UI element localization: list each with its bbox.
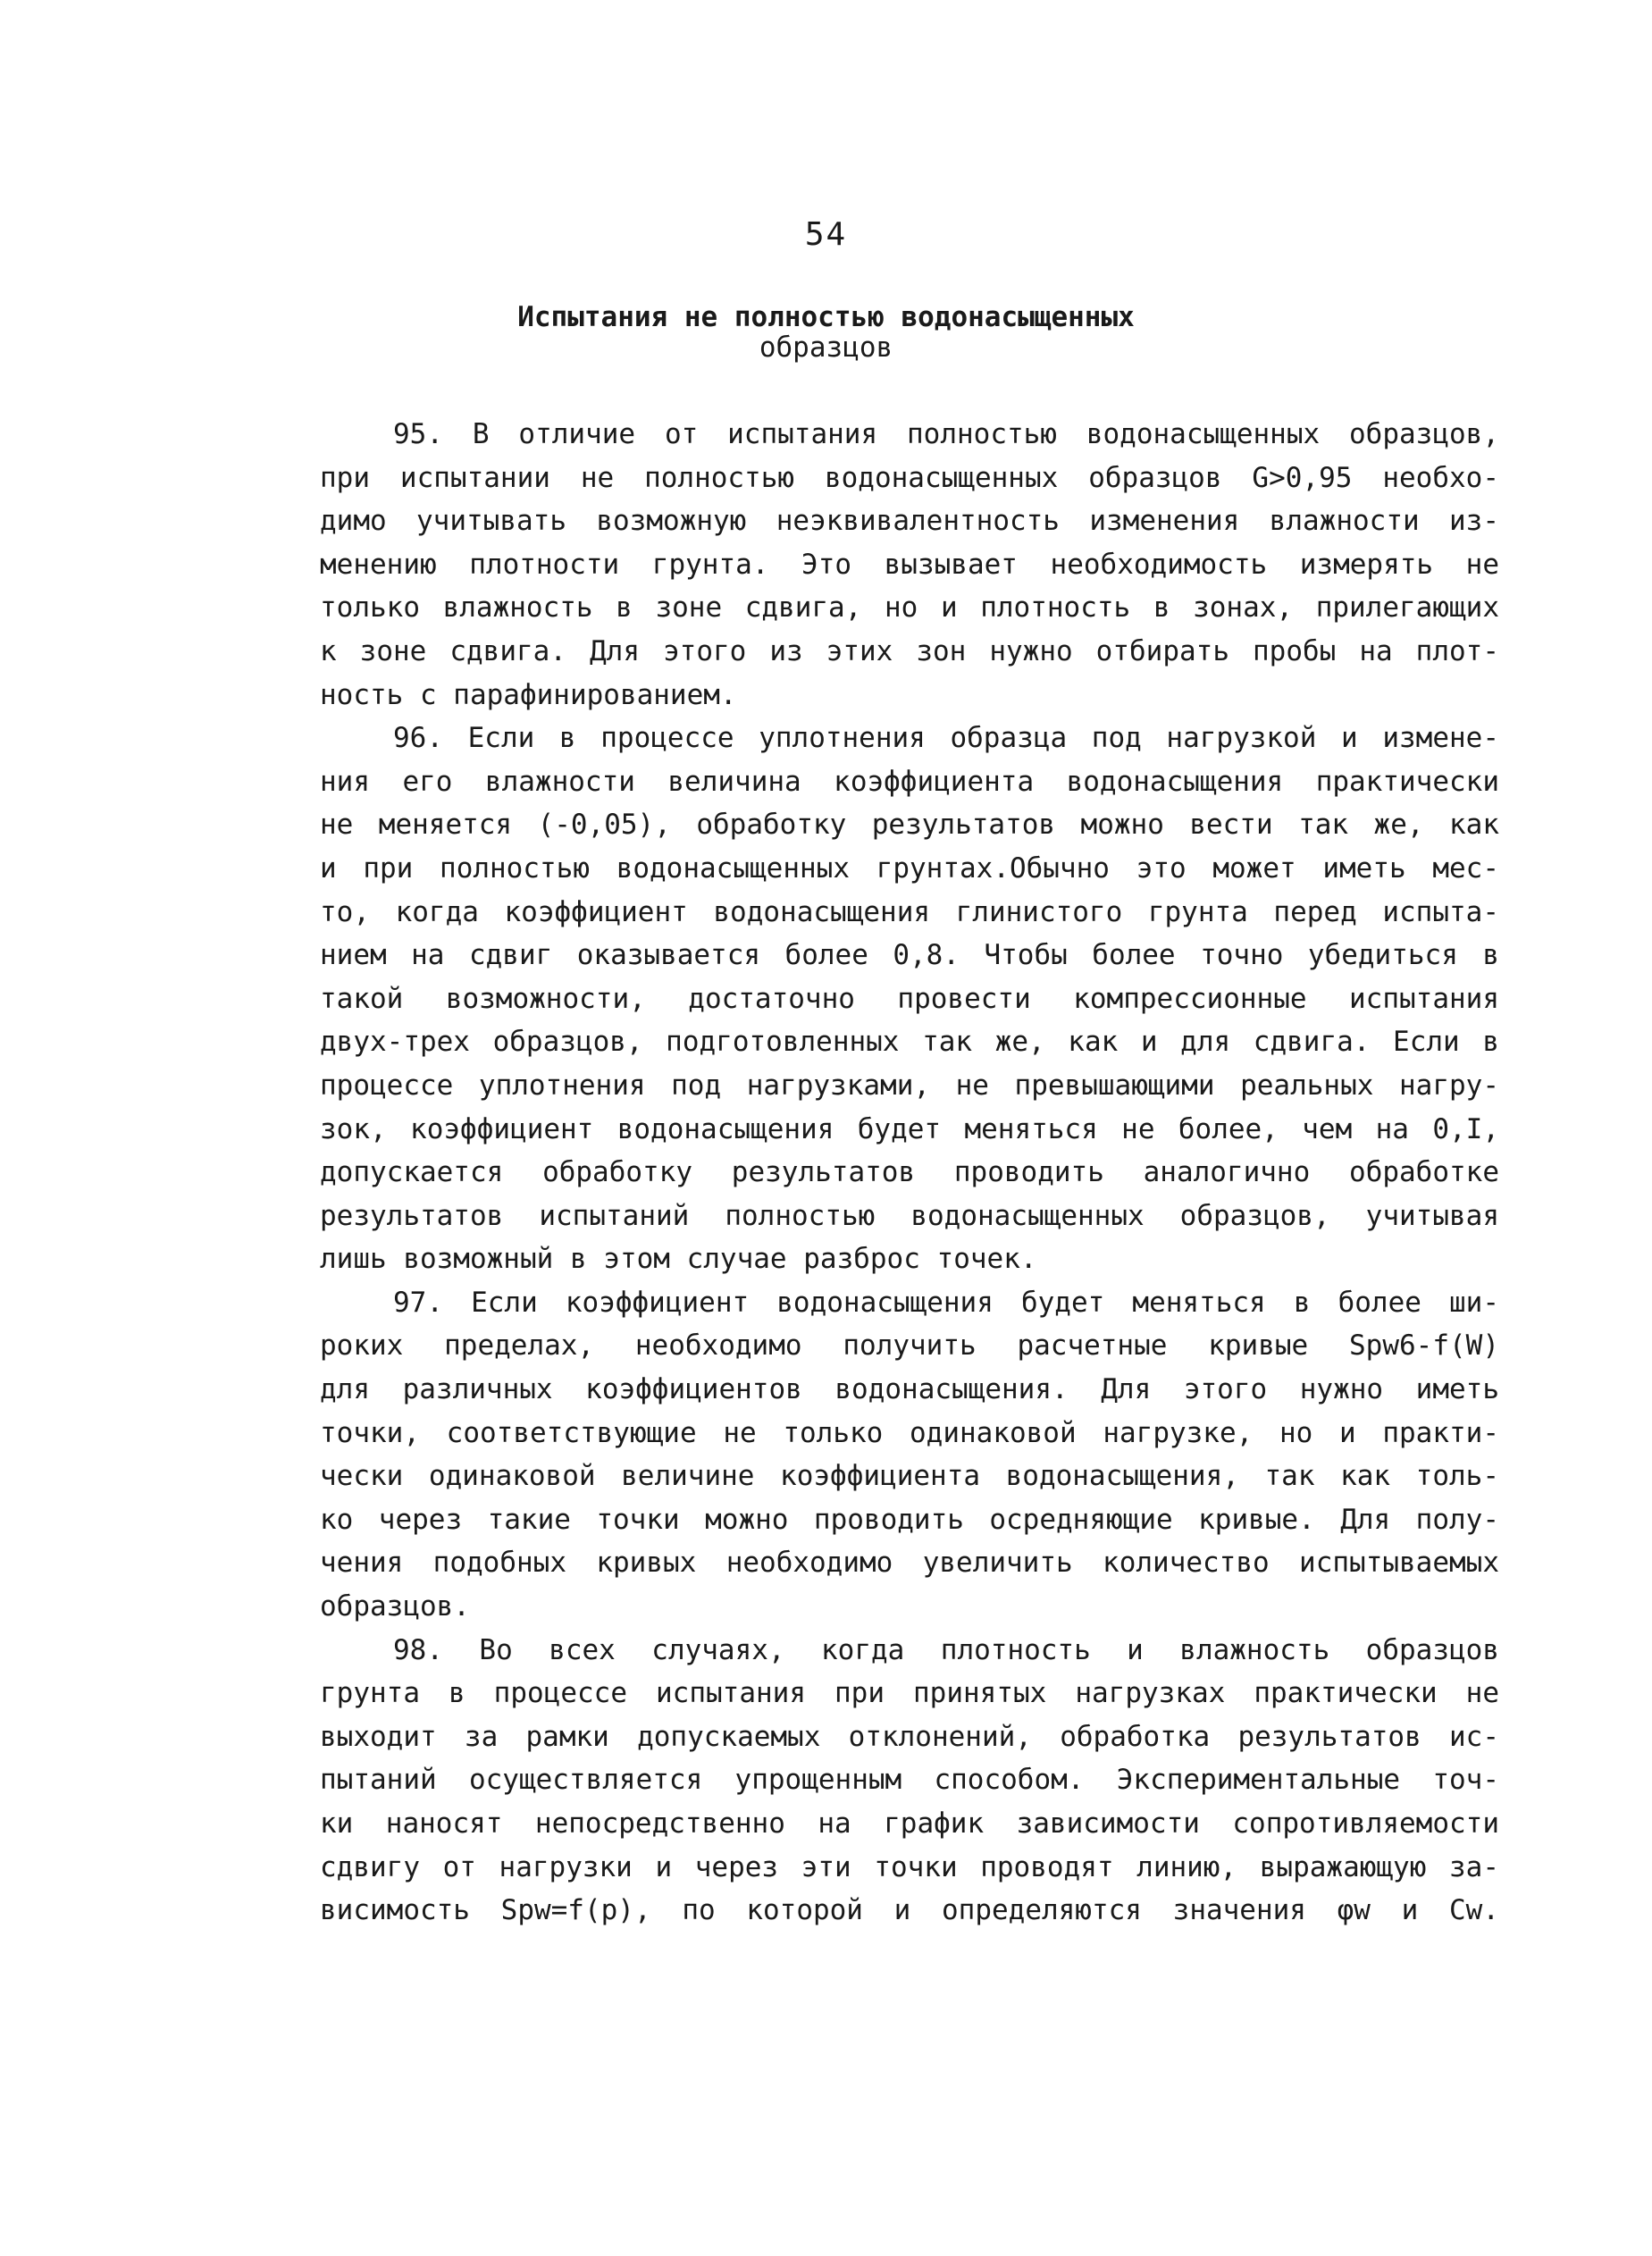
text-line: точки, соответствующие не только одинаковой нагрузке, но и практи- (320, 1416, 1499, 1449)
text-line: чения подобных кривых необходимо увеличить количество испытываемых (320, 1547, 1499, 1580)
text-line: чески одинаковой величине коэффициента водонасыщения, так как толь- (320, 1460, 1499, 1493)
page-number: 54 (804, 216, 848, 253)
text-line: сдвигу от нагрузки и через эти точки проводят линию, выражающую за- (320, 1850, 1499, 1883)
text-line: 97. Если коэффициент водонасыщения будет меняться в более ши- (393, 1286, 1499, 1319)
text-line: ко через такие точки можно проводить осредняющие кривые. Для полу- (320, 1503, 1499, 1536)
heading-line-2: образцов (759, 331, 893, 364)
text-line: пытаний осуществляется упрощенным способом. Экспериментальные точ- (320, 1764, 1499, 1797)
body-text (320, 413, 1499, 1933)
text-line: зок, коэффициент водонасыщения будет меняться не более, чем на 0,I, (320, 1112, 1499, 1145)
text-line: роких пределах, необходимо получить расчетные кривые Spw6-f(W) (320, 1329, 1499, 1363)
text-line: менению плотности грунта. Это вызывает необходимость измерять не (320, 548, 1499, 581)
heading-line-1: Испытания не полностью водонасыщенных (517, 301, 1135, 333)
text-line: выходит за рамки допускаемых отклонений, обработка результатов ис- (320, 1720, 1499, 1753)
text-line: ность с парафинированием. (320, 678, 737, 711)
text-line: результатов испытаний полностью водонасыщенных образцов, учитывая (320, 1199, 1499, 1232)
text-line: допускается обработку результатов проводить аналогично обработке (320, 1156, 1499, 1189)
paragraph-96 (320, 717, 1499, 1281)
text-line: нием на сдвиг оказывается более 0,8. Чтобы более точно убедиться в (320, 939, 1499, 972)
paragraph-95 (320, 413, 1499, 717)
text-line: ния его влажности величина коэффициента водонасыщения практически (320, 765, 1499, 798)
text-line: процессе уплотнения под нагрузками, не превышающими реальных нагру- (320, 1069, 1499, 1102)
paragraph-97 (320, 1281, 1499, 1629)
text-line: димо учитывать возможную неэквивалентность изменения влажности из- (320, 505, 1499, 538)
text-line: лишь возможный в этом случае разброс точек. (320, 1243, 1037, 1276)
text-line: для различных коэффициентов водонасыщения. Для этого нужно иметь (320, 1373, 1499, 1406)
text-line: висимость Spw=f(p), по которой и определяются значения φw и Cw. (320, 1894, 1499, 1927)
text-line: такой возможности, достаточно провести компрессионные испытания (320, 982, 1499, 1015)
text-line: только влажность в зоне сдвига, но и плотность в зонах, прилегающих (320, 591, 1499, 625)
text-line: и при полностью водонасыщенных грунтах.Обычно это может иметь мес- (320, 851, 1499, 885)
text-line: 96. Если в процессе уплотнения образца под нагрузкой и измене- (393, 722, 1499, 755)
text-line: 98. Во всех случаях, когда плотность и влажность образцов (393, 1633, 1499, 1666)
text-line: не меняется (-0,05), обработку результатов можно вести так же, как (320, 809, 1499, 842)
text-line: двух-трех образцов, подготовленных так же, как и для сдвига. Если в (320, 1026, 1499, 1059)
text-line: грунта в процессе испытания при принятых нагрузках практически не (320, 1677, 1499, 1710)
text-line: к зоне сдвига. Для этого из этих зон нужно отбирать пробы на плот- (320, 634, 1499, 667)
text-line: при испытании не полностью водонасыщенных образцов G>0,95 необхо- (320, 461, 1499, 494)
paragraph-98 (320, 1629, 1499, 1933)
text-line: то, когда коэффициент водонасыщения глинистого грунта перед испыта- (320, 895, 1499, 928)
text-line: образцов. (320, 1590, 470, 1623)
text-line: 95. В отличие от испытания полностью водонасыщенных образцов, (393, 418, 1499, 450)
section-heading (0, 302, 1652, 363)
text-line: ки наносят непосредственно на график зависимости сопротивляемости (320, 1807, 1499, 1840)
